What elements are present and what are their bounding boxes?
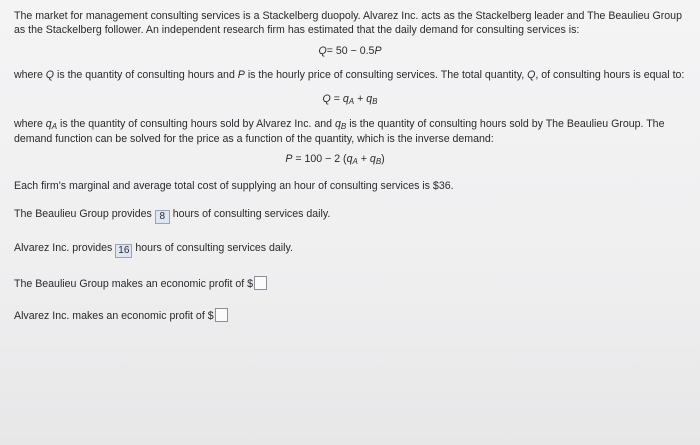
alvarez-hours-suffix: hours of consulting services daily. bbox=[132, 241, 293, 254]
eq3-close: ) bbox=[381, 152, 385, 165]
eq3-qa-sub: A bbox=[352, 156, 358, 166]
eq2-eq: = bbox=[330, 92, 343, 105]
text-span: , of consulting hours is equal to: bbox=[535, 69, 685, 81]
cost-statement: Each firm's marginal and average total cost of supplying an hour of consulting services is $36. bbox=[14, 179, 454, 192]
intro-paragraph: The market for management consulting services is a Stackelberg duopoly. Alvarez Inc. acts as the Stackelberg leader and The Beaulieu Group as the Stackelberg follower. An independent research firm has estimated that the daily demand for consulting services is: bbox=[14, 10, 682, 36]
alvarez-hours-row bbox=[14, 242, 686, 258]
var-qa: q bbox=[45, 117, 52, 130]
eq2-lhs: Q bbox=[322, 92, 331, 105]
text-span: is the quantity of consulting hours sold by Alvarez Inc. and bbox=[57, 117, 335, 130]
alvarez-hours-label: Alvarez Inc. provides bbox=[14, 241, 116, 254]
demand-equation bbox=[14, 45, 686, 57]
text-span: is the quantity of consulting hours sold by The Beaulieu Group. The demand function can be solved for the price as a function of the quantity, which is the inverse demand: bbox=[14, 117, 665, 145]
text-span: is the quantity of consulting hours and bbox=[54, 69, 238, 81]
alvarez-profit-row bbox=[14, 308, 686, 322]
inverse-demand-equation bbox=[14, 153, 686, 166]
eq1-var: P bbox=[374, 45, 382, 57]
eq2-qa: q bbox=[342, 92, 349, 105]
eq3-qa: q bbox=[346, 152, 353, 165]
eq3-plus: + bbox=[357, 152, 370, 165]
eq2-qb-sub: B bbox=[372, 96, 378, 106]
var-qa-sub: A bbox=[51, 121, 58, 131]
eq3-lhs: P bbox=[285, 152, 293, 165]
eq3-qb-sub: B bbox=[375, 156, 382, 166]
where-paragraph-2 bbox=[14, 118, 686, 147]
beaulieu-hours-answer[interactable]: 8 bbox=[155, 210, 170, 224]
eq1-rhs: = 50 − 0.5 bbox=[326, 45, 375, 57]
beaulieu-profit-label: The Beaulieu Group makes an economic profit of $ bbox=[14, 277, 254, 290]
eq2-plus: + bbox=[354, 92, 367, 105]
text-span: where bbox=[14, 117, 46, 130]
beaulieu-hours-label: The Beaulieu Group provides bbox=[14, 207, 155, 220]
beaulieu-hours-suffix: hours of consulting services daily. bbox=[169, 207, 331, 220]
eq2-qa-sub: A bbox=[348, 96, 355, 106]
eq2-qb: q bbox=[366, 92, 373, 105]
alvarez-profit-input[interactable] bbox=[215, 308, 228, 322]
eq1-lhs: Q bbox=[318, 45, 327, 57]
alvarez-profit-label: Alvarez Inc. makes an economic profit of $ bbox=[14, 309, 214, 322]
eq3-qb: q bbox=[369, 152, 376, 165]
alvarez-hours-answer[interactable]: 16 bbox=[115, 244, 132, 258]
var-qb-sub: B bbox=[340, 121, 347, 131]
text-span: where bbox=[14, 69, 46, 81]
total-quantity-equation bbox=[14, 93, 686, 106]
beaulieu-profit-input[interactable] bbox=[254, 276, 267, 290]
beaulieu-hours-row bbox=[14, 208, 686, 224]
text-span: is the hourly price of consulting services. The total quantity, bbox=[244, 69, 528, 81]
eq3-mid: = 100 − 2 ( bbox=[292, 152, 347, 165]
var-q: Q bbox=[45, 69, 55, 81]
beaulieu-profit-row bbox=[14, 276, 686, 290]
var-q: Q bbox=[527, 69, 536, 81]
var-p: P bbox=[237, 69, 245, 81]
var-qb: q bbox=[335, 117, 341, 130]
where-paragraph-1 bbox=[14, 69, 686, 83]
